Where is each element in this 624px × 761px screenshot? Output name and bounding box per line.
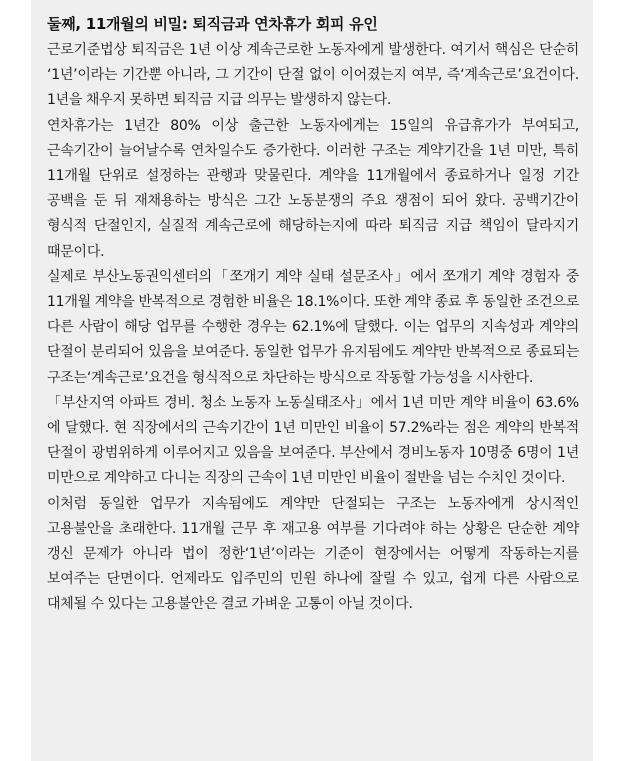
section-heading: 둘째, 11개월의 비밀: 퇴직금과 연차휴가 회피 유인 — [47, 15, 378, 33]
article-panel — [31, 0, 593, 761]
paragraph-annual-leave: 연차휴가는 1년간 80% 이상 출근한 노동자에게는 15일의 유급휴가가 부여되고, 근속기간이 늘어날수록 연차일수도 증가한다. 이러한 구조는 계약기간을 1년 미만, 특히 11개월 단위로 설정하는 관행과 맞물린다. 계약을 11개월에서 종료하거나 일정 기간 공백을 둔 뒤 재채용하는 방식은 그간 노동분쟁의 주요 쟁점이 되어 왔다. 공백기간이 형식적 단절인지, 실질적 계속근로에 해당하는지에 따라 퇴직금 지급 책임이 달라지기 때문이다. — [47, 117, 579, 260]
paragraph-severance-pay: 근로기준법상 퇴직금은 1년 이상 계속근로한 노동자에게 발생한다. 여기서 핵심은 단순히 ‘1년’이라는 기간뿐 아니라, 그 기간이 단절 없이 이어졌는지 여부, 즉‘계속근로’요건이다. 1년을 채우지 못하면 퇴직금 지급 의무는 발생하지 않는다. — [47, 42, 579, 109]
paragraph-security-workers: 「부산지역 아파트 경비. 청소 노동자 노동실태조사」에서 1년 미만 계약 비율이 63.6%에 달했다. 현 직장에서의 근속기간이 1년 미만인 비율이 57.2%라는 점은 계약의 반복적 단절이 광범위하게 이루어지고 있음을 보여준다. 부산에서 경비노동자 10명중 6명이 1년 미만으로 계약하고 다니는 직장의 근속이 1년 미만인 비율이 절반을 넘는 수치인 것이다. — [47, 394, 579, 487]
paragraph-employment-insecurity: 이처럼 동일한 업무가 지속됨에도 계약만 단절되는 구조는 노동자에게 상시적인 고용불안을 초래한다. 11개월 근무 후 재고용 여부를 기다려야 하는 상황은 단순한 계약 갱신 문제가 아니라 법이 정한‘1년’이라는 기준이 현장에서는 어떻게 작동하는지를 보여주는 단면이다. 언제라도 입주민의 민원 하나에 잘릴 수 있고, 쉽게 다른 사람으로 대체될 수 있다는 고용불안은 결코 가벼운 고통이 아닐 것이다. — [47, 495, 579, 613]
paragraph-survey-results: 실제로 부산노동권익센터의「쪼개기 계약 실태 설문조사」에서 쪼개기 계약 경험자 중 11개월 계약을 반복적으로 경험한 비율은 18.1%이다. 또한 계약 종료 후 동일한 조건으로 다른 사람이 해당 업무를 수행한 경우는 62.1%에 달했다. 이는 업무의 지속성과 계약의 단절이 분리되어 있음을 보여준다. 동일한 업무가 유지됨에도 계약만 반복적으로 종료되는 구조는‘계속근로’요건을 형식적으로 차단하는 방식으로 작동할 가능성을 시사한다. — [47, 268, 579, 386]
